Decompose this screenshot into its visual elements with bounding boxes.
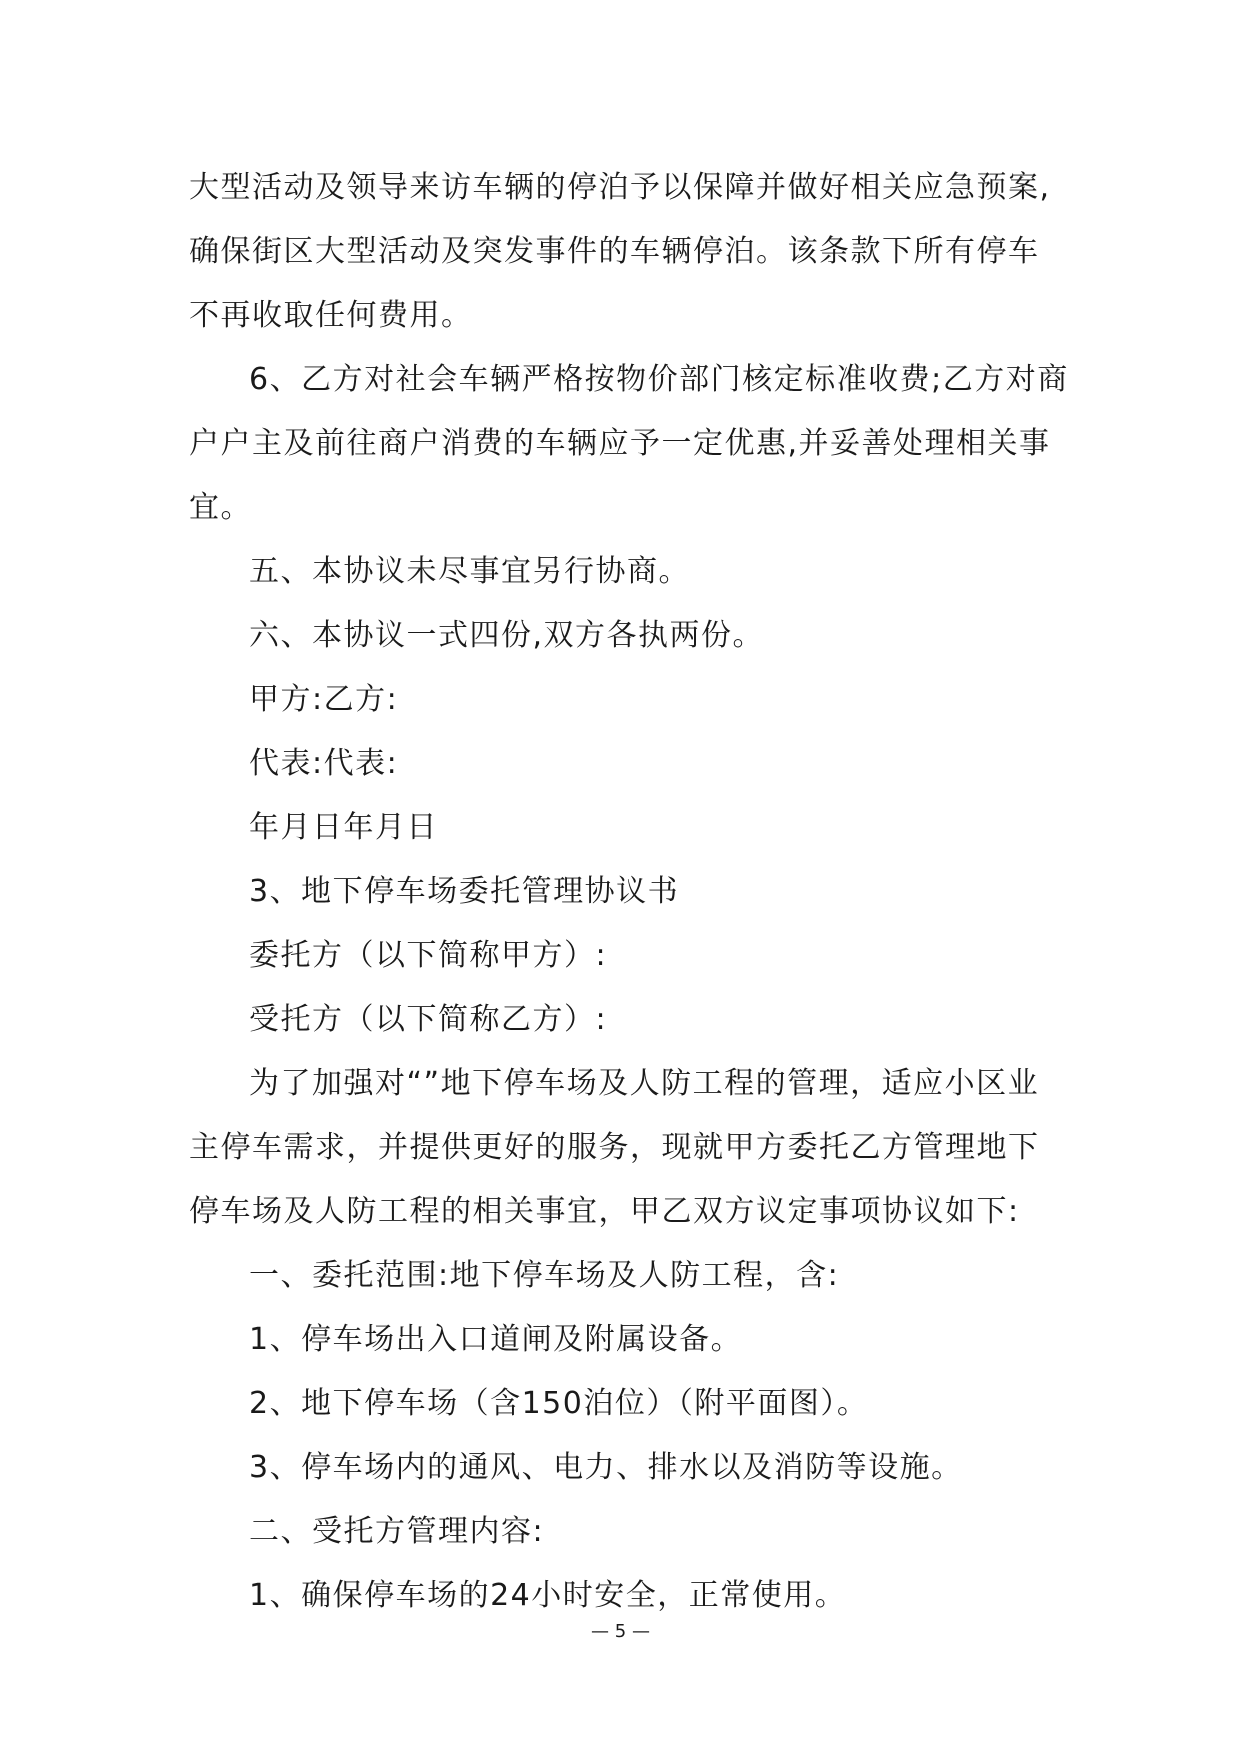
list-item: 3、停车场内的通风、电力、排水以及消防等设施。: [249, 1450, 963, 1485]
paragraph: 为了加强对“”地下停车场及人防工程的管理，适应小区业主停车需求，并提供更好的服务，现就甲方委托乙方管理地下停车场及人防工程的相关事宜，甲乙双方议定事项协议如下:: [189, 1066, 1040, 1229]
list-item: 1、确保停车场的24小时安全，正常使用。: [249, 1578, 847, 1613]
section-title: 3、地下停车场委托管理协议书: [249, 874, 680, 909]
paragraph: 五、本协议未尽事宜另行协商。: [249, 554, 690, 589]
signature-representatives-line: 代表:代表:: [249, 746, 399, 781]
paragraph: 受托方（以下简称乙方）:: [249, 1002, 608, 1037]
paragraph: 一、委托范围:地下停车场及人防工程，含:: [249, 1258, 840, 1293]
signature-date-line: 年月日年月日: [249, 810, 438, 845]
paragraph: 委托方（以下简称甲方）:: [249, 938, 608, 973]
list-item: 1、停车场出入口道闸及附属设备。: [249, 1322, 743, 1357]
paragraph: 二、受托方管理内容:: [249, 1514, 545, 1549]
list-item: 2、地下停车场（含150泊位）（附平面图）。: [249, 1386, 869, 1421]
paragraph: 6、乙方对社会车辆严格按物价部门核定标准收费;乙方对商户户主及前往商户消费的车辆应予一定优惠,并妥善处理相关事宜。: [189, 362, 1069, 525]
signature-parties-line: 甲方:乙方:: [249, 682, 399, 717]
paragraph: 六、本协议一式四份,双方各执两份。: [249, 618, 765, 653]
document-body: [189, 156, 1069, 1628]
paragraph: 大型活动及领导来访车辆的停泊予以保障并做好相关应急预案,确保街区大型活动及突发事件的车辆停泊。该条款下所有停车不再收取任何费用。: [189, 170, 1051, 333]
page-number: — 5 —: [591, 1621, 650, 1642]
